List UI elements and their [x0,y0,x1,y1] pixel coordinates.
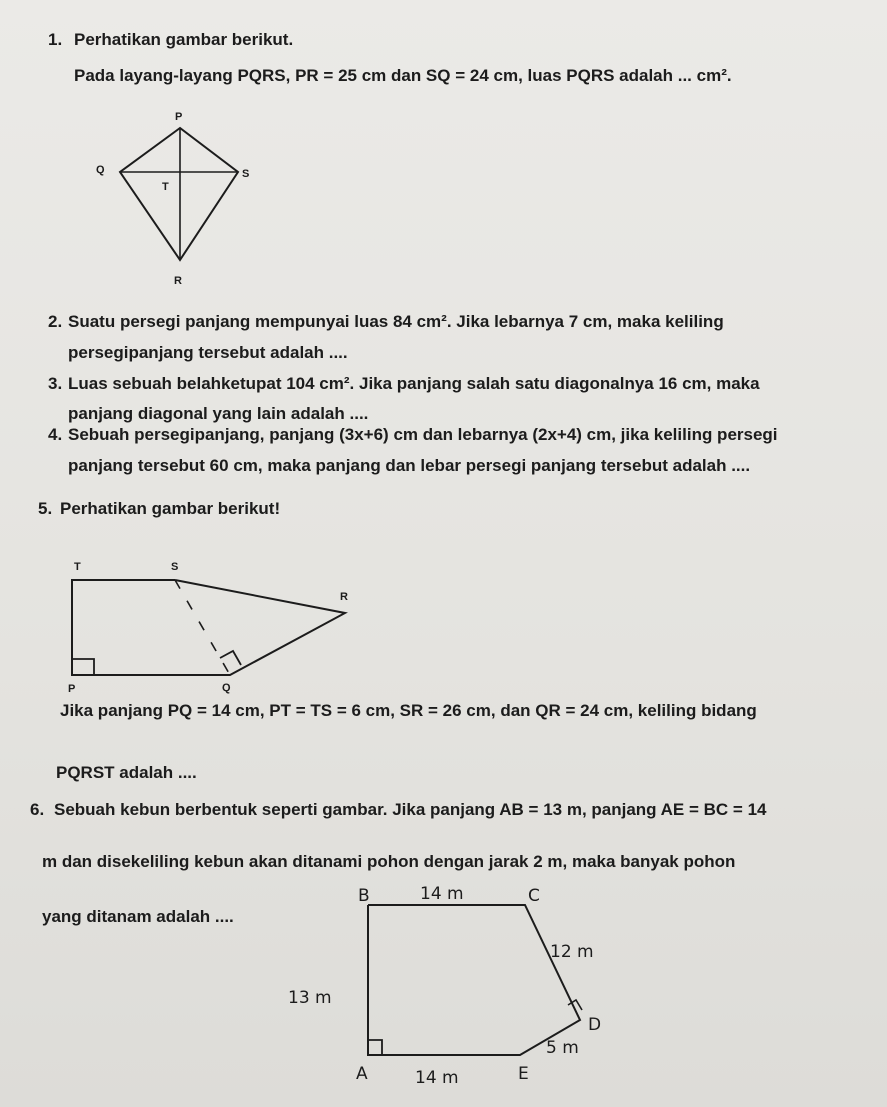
kite-outline [120,128,238,260]
kite-label-r: R [174,275,182,287]
q1-title: Perhatikan gambar berikut. [74,30,294,49]
q5-line2: PQRST adalah .... [56,763,197,782]
q2-number: 2. [48,312,63,331]
garden-dim-diag: 5 m [546,1038,579,1058]
q5-number: 5. [38,499,53,518]
garden-label-b: B [358,886,370,906]
pentagon-outline [72,580,345,675]
kite-label-t: T [162,181,169,193]
garden-label-e: E [518,1064,529,1084]
pentagon-label-r: R [340,591,348,603]
pentagon-dashed-sq [175,580,230,675]
garden-dim-bottom: 14 m [415,1068,459,1088]
right-angle-p [72,659,94,675]
q5-line1: Jika panjang PQ = 14 cm, PT = TS = 6 cm, SR = 26 cm, dan QR = 24 cm, keliling bidang [60,701,757,720]
q2-line2: persegipanjang tersebut adalah .... [68,343,348,362]
right-angle-a [368,1040,382,1055]
garden-dim-right: 12 m [550,942,594,962]
pentagon-label-s: S [171,561,179,573]
garden-dim-left: 13 m [288,988,332,1008]
right-angle-q [220,651,241,665]
q2-line1: Suatu persegi panjang mempunyai luas 84 cm². Jika lebarnya 7 cm, maka keliling [68,312,724,331]
kite-figure [80,100,280,295]
garden-label-a: A [356,1064,368,1084]
q1-text: Pada layang-layang PQRS, PR = 25 cm dan SQ = 24 cm, luas PQRS adalah ... cm². [74,66,732,85]
garden-label-c: C [528,886,540,906]
q6-number: 6. [30,800,45,819]
pentagon-figure [50,555,370,695]
q3-line2: panjang diagonal yang lain adalah .... [68,404,369,423]
q4-number: 4. [48,425,63,444]
q1-number: 1. [48,30,63,49]
q6-line1: Sebuah kebun berbentuk seperti gambar. Jika panjang AB = 13 m, panjang AE = BC = 14 [54,800,767,819]
kite-label-q: Q [96,164,105,176]
kite-label-p: P [175,111,183,123]
pentagon-label-p: P [68,683,76,695]
garden-figure [280,885,640,1100]
garden-dim-top: 14 m [420,884,464,904]
kite-label-s: S [242,168,250,180]
q3-line1: Luas sebuah belahketupat 104 cm². Jika panjang salah satu diagonalnya 16 cm, maka [68,374,760,393]
garden-outline [368,905,580,1055]
q4-line2: panjang tersebut 60 cm, maka panjang dan lebar persegi panjang tersebut adalah .... [68,456,751,475]
q5-title: Perhatikan gambar berikut! [60,499,281,518]
pentagon-label-q: Q [222,682,231,694]
q3-number: 3. [48,374,63,393]
pentagon-label-t: T [74,561,81,573]
q6-line3: yang ditanam adalah .... [42,907,234,926]
q6-line2: m dan disekeliling kebun akan ditanami pohon dengan jarak 2 m, maka banyak pohon [42,852,736,871]
garden-label-d: D [588,1015,602,1035]
q4-line1: Sebuah persegipanjang, panjang (3x+6) cm dan lebarnya (2x+4) cm, jika keliling persegi [68,425,778,444]
